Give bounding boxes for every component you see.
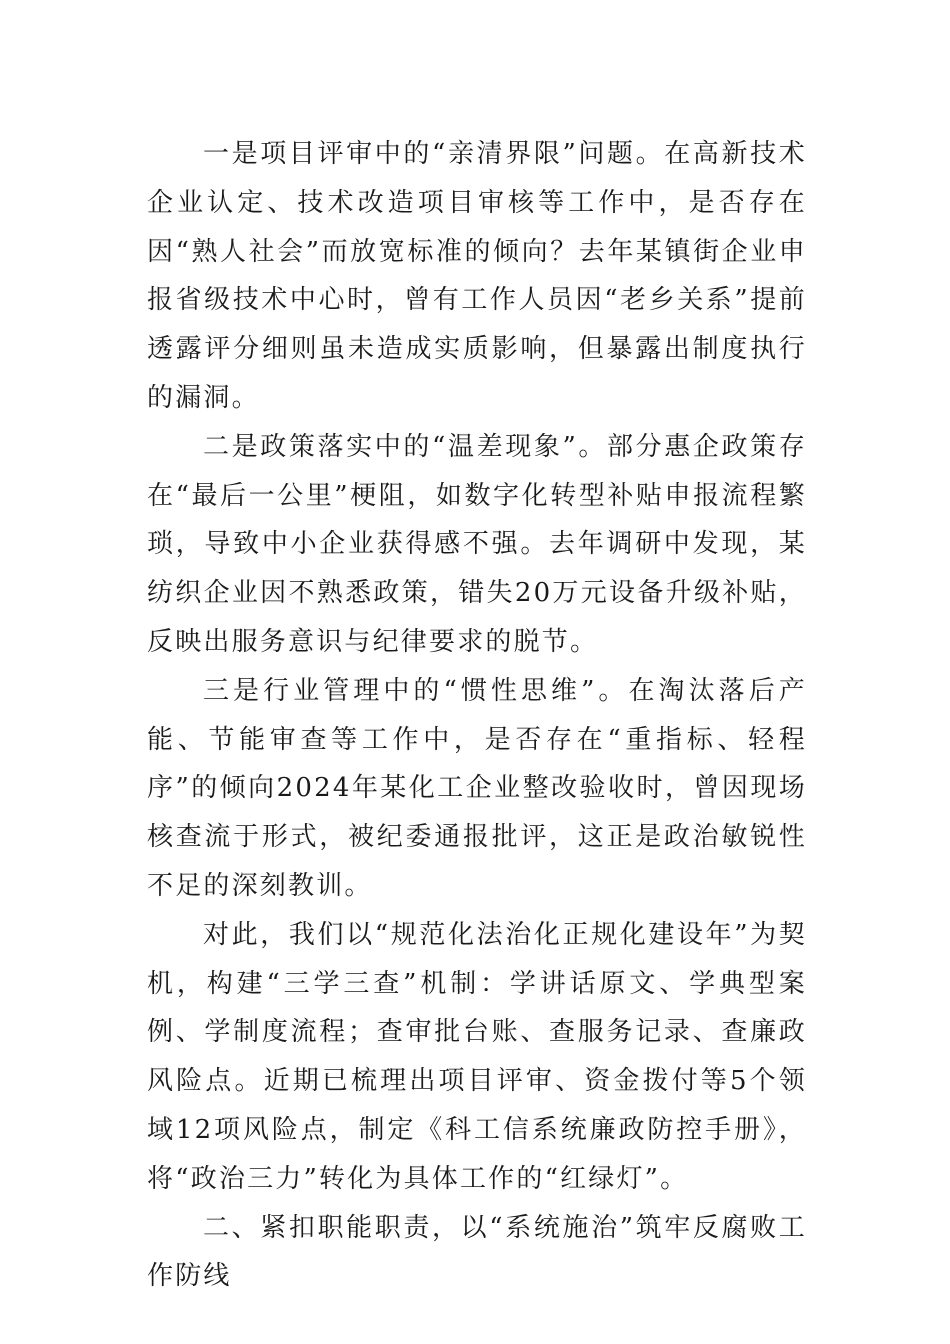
section-heading-two: 二、紧扣职能职责，以“系统施治”筑牢反腐败工作防线	[147, 1212, 807, 1292]
paragraph-policy-implementation: 二是政策落实中的“温差现象”。部分惠企政策存在“最后一公里”梗阻，如数字化转型补贴申报流程繁琐，导致中小企业获得感不强。去年调研中发现，某纺织企业因不熟悉政策，错失20万元设备升级补贴，反映出服务意识与纪律要求的脱节。	[147, 431, 807, 657]
paragraph-project-review: 一是项目评审中的“亲清界限”问题。在高新技术企业认定、技术改造项目审核等工作中，是否存在因“熟人社会”而放宽标准的倾向？去年某镇街企业申报省级技术中心时，曾有工作人员因“老乡关系”提前透露评分细则虽未造成实质影响，但暴露出制度执行的漏洞。	[147, 139, 807, 413]
paragraph-countermeasures: 对此，我们以“规范化法治化正规化建设年”为契机，构建“三学三查”机制：学讲话原文、学典型案例、学制度流程；查审批台账、查服务记录、查廉政风险点。近期已梳理出项目评审、资金拨付等5个领域12项风险点，制定《科工信系统廉政防控手册》，将“政治三力”转化为具体工作的“红绿灯”。	[147, 919, 807, 1194]
paragraph-industry-management: 三是行业管理中的“惯性思维”。在淘汰落后产能、节能审查等工作中，是否存在“重指标、轻程序”的倾向2024年某化工企业整改验收时，曾因现场核查流于形式，被纪委通报批评，这正是政治敏锐性不足的深刻教训。	[147, 675, 807, 901]
document-body	[147, 130, 807, 1301]
